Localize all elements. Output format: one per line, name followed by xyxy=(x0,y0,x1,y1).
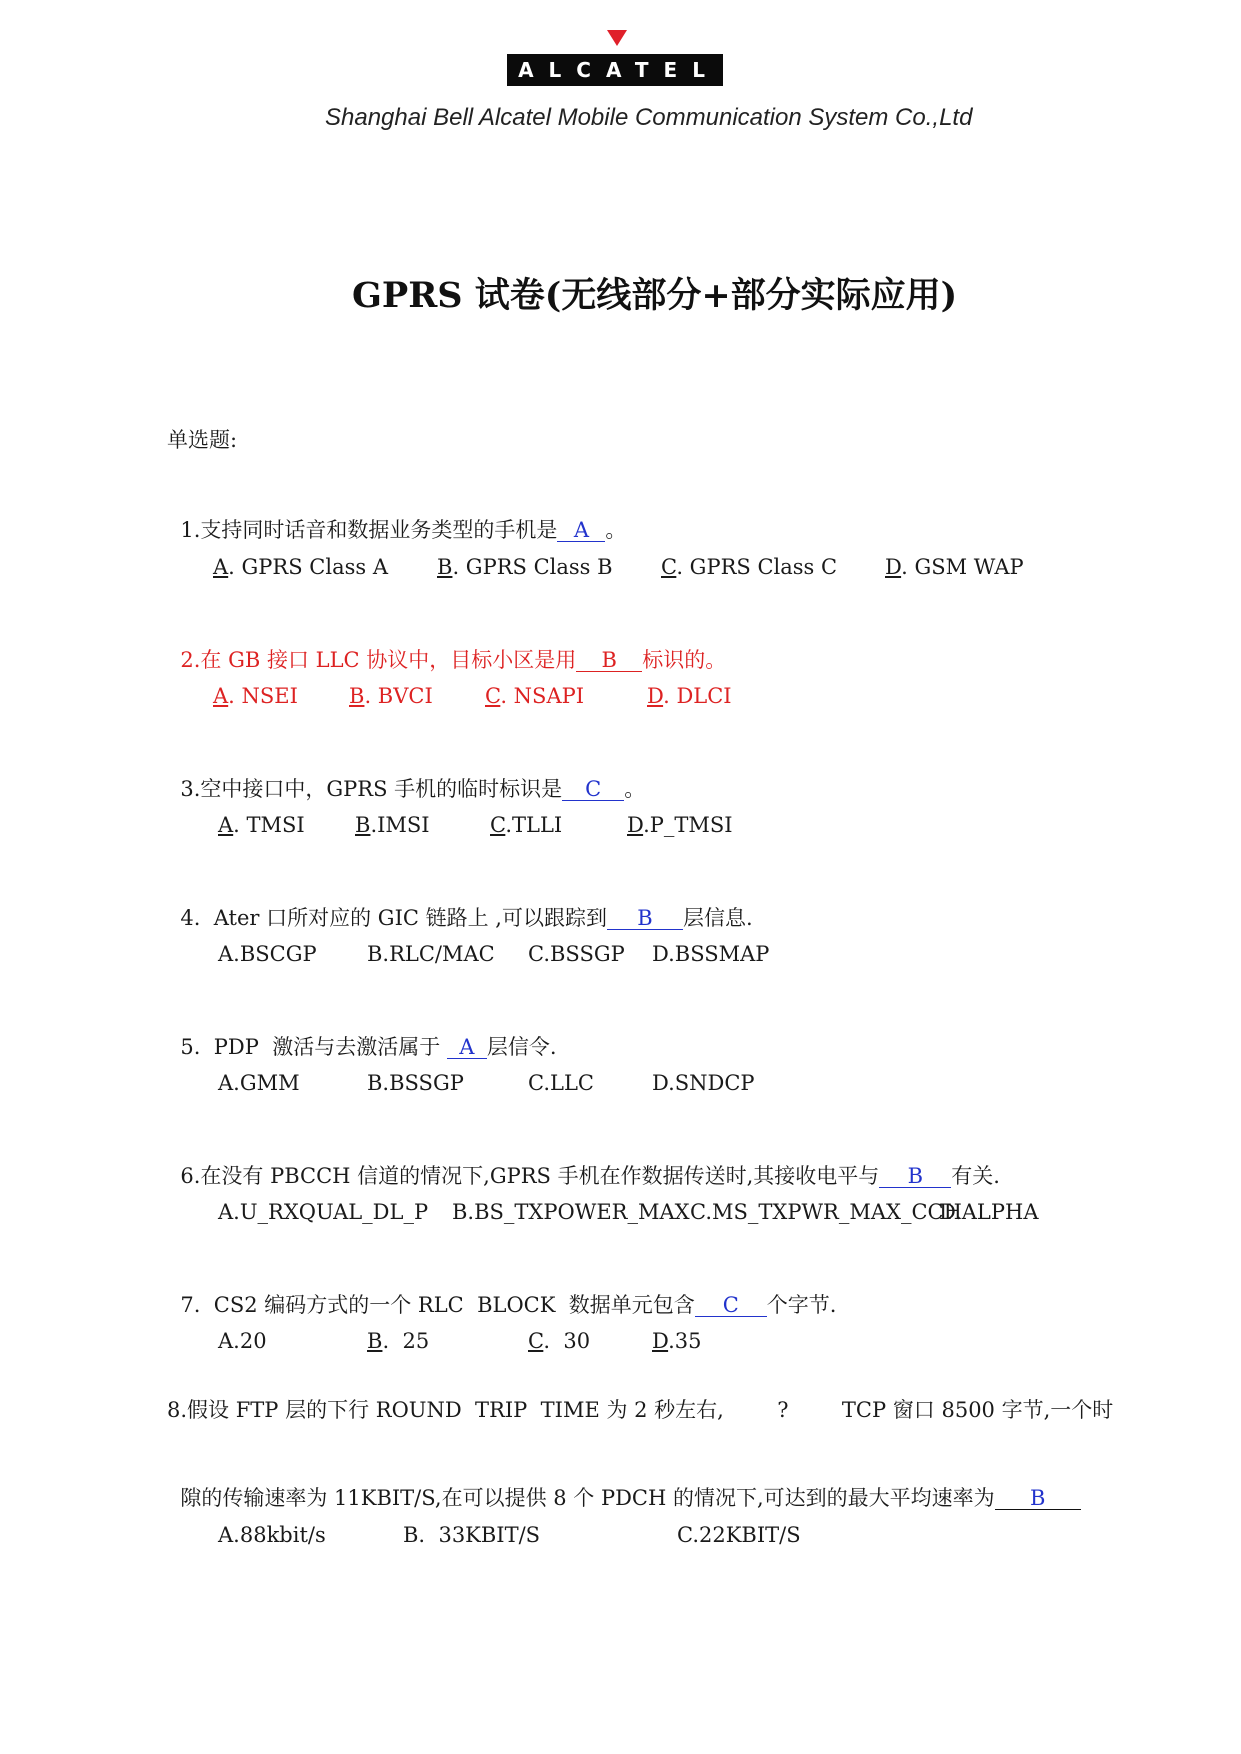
question-6: 6.在没有 PBCCH 信道的情况下,GPRS 手机在作数据传送时,其接收电平与 B 有关. xyxy=(180,1164,1000,1188)
option-6b: B.BS_TXPOWER_MAX xyxy=(452,1200,690,1224)
answer-4: B xyxy=(637,906,653,930)
option-6d: D.ALPHA xyxy=(939,1200,1039,1224)
question-7: 7. CS2 编码方式的一个 RLC BLOCK 数据单元包含 C 个字节. xyxy=(180,1293,837,1317)
option-2c: C. NSAPI xyxy=(485,684,585,708)
answer-6: B xyxy=(907,1164,923,1188)
logo-text: ALCATEL xyxy=(518,58,720,82)
question-8-line-2: 隙的传输速率为 11KBIT/S,在可以提供 8 个 PDCH 的情况下,可达到的最大平均速率为 B xyxy=(167,1458,1081,1512)
option-4d: D.BSSMAP xyxy=(652,942,770,966)
option-5b: B.BSSGP xyxy=(367,1071,464,1095)
option-1c: C. GPRS Class C xyxy=(661,555,838,579)
option-2a: A. NSEI xyxy=(213,684,298,708)
option-3d: D.P_TMSI xyxy=(627,813,733,837)
question-3: 3.空中接口中，GPRS 手机的临时标识是 C 。 xyxy=(180,777,646,801)
option-4c: C.BSSGP xyxy=(528,942,625,966)
option-3b: B.IMSI xyxy=(355,813,430,837)
question-5: 5. PDP 激活与去激活属于 A 层信令. xyxy=(180,1035,557,1059)
answer-3: C xyxy=(585,777,602,801)
option-7c: C. 30 xyxy=(528,1329,591,1353)
question-1: 1.支持同时话音和数据业务类型的手机是 A 。 xyxy=(180,518,627,542)
alcatel-logo xyxy=(507,54,723,86)
option-6c: C.MS_TXPWR_MAX_CCH xyxy=(690,1200,962,1224)
document-title: GPRS 试卷(无线部分+部分实际应用) xyxy=(352,275,958,316)
option-5d: D.SNDCP xyxy=(652,1071,755,1095)
option-4b: B.RLC/MAC xyxy=(367,942,495,966)
answer-8: B xyxy=(1029,1486,1046,1510)
answer-5: A xyxy=(459,1035,475,1059)
option-7a: A.20 xyxy=(218,1329,267,1353)
option-2b: B. BVCI xyxy=(349,684,433,708)
option-3c: C.TLLI xyxy=(490,813,563,837)
option-8a: A.88kbit/s xyxy=(218,1523,326,1547)
answer-2: B xyxy=(601,648,617,672)
company-name: Shanghai Bell Alcatel Mobile Communication System Co.,Ltd xyxy=(325,104,973,131)
section-label: 单选题: xyxy=(167,428,238,452)
option-1b: B. GPRS Class B xyxy=(437,555,613,579)
option-3a: A. TMSI xyxy=(218,813,305,837)
question-4: 4. Ater 口所对应的 GIC 链路上 ,可以跟踪到 B 层信息. xyxy=(180,906,753,930)
logo-triangle-icon xyxy=(607,30,627,46)
option-5c: C.LLC xyxy=(528,1071,594,1095)
question-8-line-1: 8.假设 FTP 层的下行 ROUND TRIP TIME 为 2 秒左右, ? TCP 窗口 8500 字节,一个时 xyxy=(167,1398,1114,1422)
option-5a: A.GMM xyxy=(218,1071,300,1095)
option-8c: C.22KBIT/S xyxy=(677,1523,801,1547)
question-2: 2.在 GB 接口 LLC 协议中，目标小区是用 B 标识的。 xyxy=(180,648,727,672)
option-8b: B. 33KBIT/S xyxy=(403,1523,541,1547)
option-4a: A.BSCGP xyxy=(218,942,317,966)
option-1d: D. GSM WAP xyxy=(885,555,1024,579)
option-7b: B. 25 xyxy=(367,1329,430,1353)
option-2d: D. DLCI xyxy=(647,684,732,708)
option-1a: A. GPRS Class A xyxy=(213,555,388,579)
answer-1: A xyxy=(573,518,589,542)
option-6a: A.U_RXQUAL_DL_P xyxy=(218,1200,429,1224)
answer-7: C xyxy=(722,1293,739,1317)
option-7d: D.35 xyxy=(652,1329,702,1353)
